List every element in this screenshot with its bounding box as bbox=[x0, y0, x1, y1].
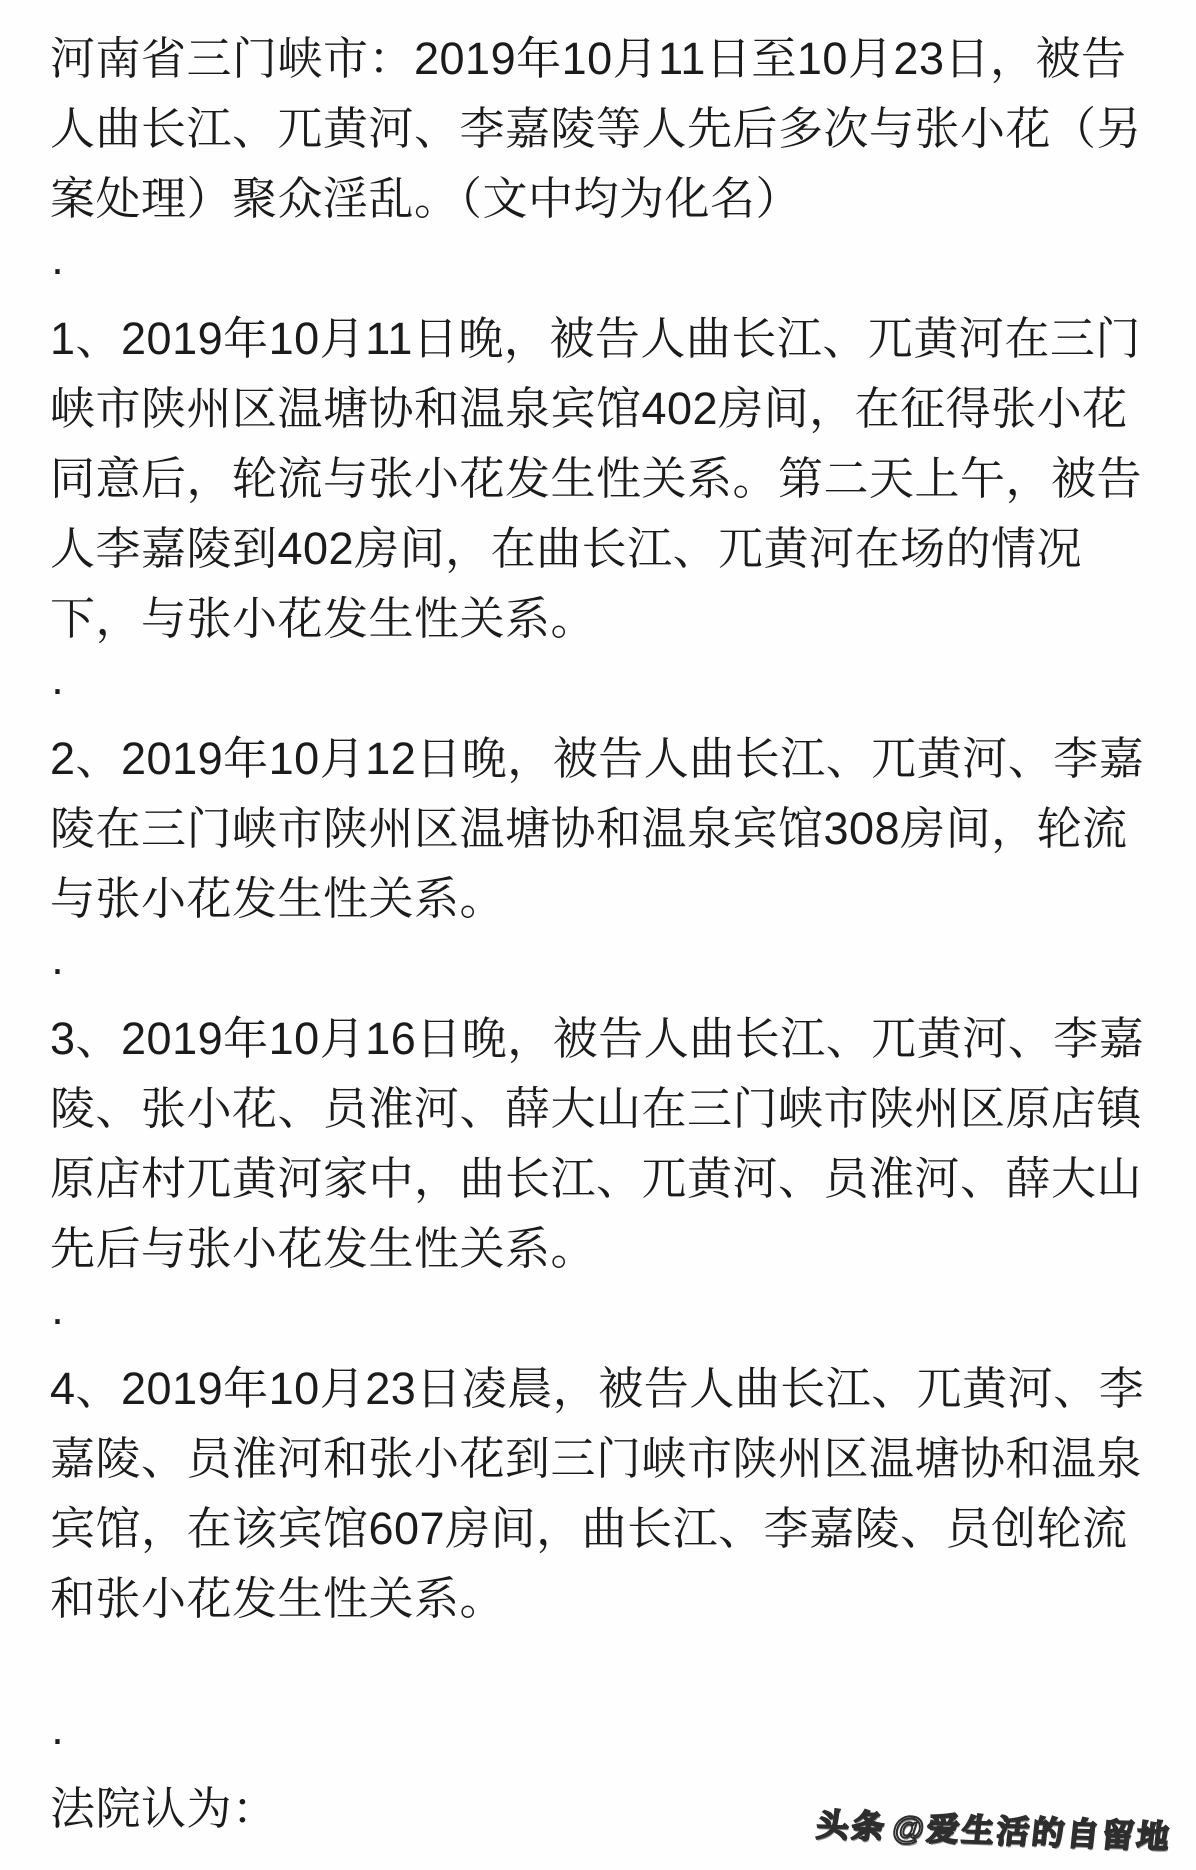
court-opinion-heading: 法院认为： bbox=[50, 1783, 278, 1834]
text-line: 和张小花发生性关系。 bbox=[50, 1573, 506, 1624]
text-line: 宾馆，在该宾馆607房间，曲长江、李嘉陵、员创轮流 bbox=[50, 1503, 1128, 1554]
paragraph-separator-dot: · bbox=[50, 243, 66, 294]
paragraph-separator-dot: · bbox=[50, 1713, 66, 1764]
text-line: 陵、张小花、员淮河、薛大山在三门峡市陕州区原店镇 bbox=[50, 1083, 1143, 1134]
text-line: 2、2019年10月12日晚，被告人曲长江、兀黄河、李嘉 bbox=[50, 733, 1145, 784]
item-4-paragraph bbox=[50, 1354, 1160, 1634]
paragraph-separator-dot: · bbox=[50, 663, 66, 714]
watermark-platform-label: 头条 bbox=[814, 1806, 889, 1846]
text-line: 嘉陵、员淮河和张小花到三门峡市陕州区温塘协和温泉 bbox=[50, 1433, 1143, 1484]
text-line: 峡市陕州区温塘协和温泉宾馆402房间，在征得张小花 bbox=[50, 383, 1128, 434]
intro-paragraph bbox=[50, 24, 1160, 234]
text-line: 人曲长江、兀黄河、李嘉陵等人先后多次与张小花（另 bbox=[50, 103, 1143, 154]
text-line: 先后与张小花发生性关系。 bbox=[50, 1223, 597, 1274]
text-line: 下，与张小花发生性关系。 bbox=[50, 593, 597, 644]
text-line: 河南省三门峡市：2019年10月11日至10月23日，被告 bbox=[50, 33, 1127, 84]
item-2-paragraph bbox=[50, 724, 1160, 934]
text-line: 3、2019年10月16日晚，被告人曲长江、兀黄河、李嘉 bbox=[50, 1013, 1145, 1064]
paragraph-separator-dot: · bbox=[50, 1293, 66, 1344]
text-line: 人李嘉陵到402房间，在曲长江、兀黄河在场的情况 bbox=[50, 523, 1083, 574]
article-body bbox=[50, 24, 1160, 1844]
text-line: 同意后，轮流与张小花发生性关系。第二天上午，被告 bbox=[50, 453, 1143, 504]
text-line: 原店村兀黄河家中，曲长江、兀黄河、员淮河、薛大山 bbox=[50, 1153, 1143, 1204]
text-line: 案处理）聚众淫乱。（文中均为化名） bbox=[50, 173, 802, 224]
text-line: 1、2019年10月11日晚，被告人曲长江、兀黄河在三门 bbox=[50, 313, 1141, 364]
blank-spacer bbox=[50, 1634, 1160, 1704]
text-line: 陵在三门峡市陕州区温塘协和温泉宾馆308房间，轮流 bbox=[50, 803, 1128, 854]
paragraph-separator-dot: · bbox=[50, 943, 66, 994]
text-line: 与张小花发生性关系。 bbox=[50, 873, 506, 924]
item-3-paragraph bbox=[50, 1004, 1160, 1284]
item-1-paragraph bbox=[50, 304, 1160, 654]
text-line: 4、2019年10月23日凌晨，被告人曲长江、兀黄河、李 bbox=[50, 1363, 1145, 1414]
watermark-handle-label: @爱生活的自留地 bbox=[890, 1809, 1174, 1856]
